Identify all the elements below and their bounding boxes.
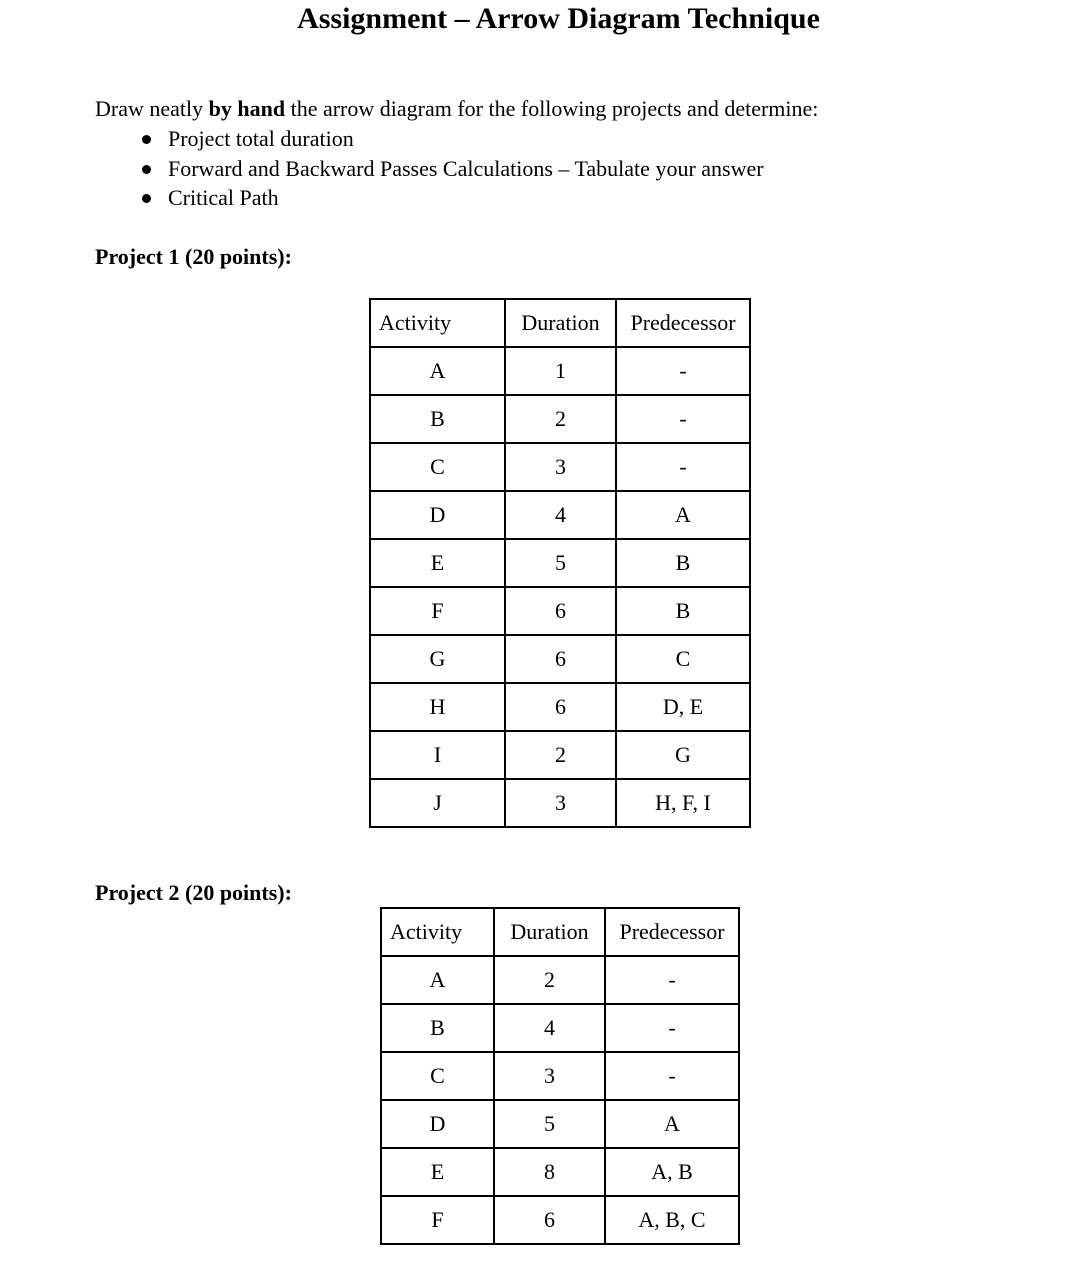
duration-cell: 3 [505, 779, 616, 827]
duration-cell: 2 [505, 395, 616, 443]
table-row [370, 443, 750, 491]
predecessor-cell: H, F, I [616, 779, 750, 827]
activity-cell: B [370, 395, 505, 443]
project-2-heading: Project 2 (20 points): [95, 880, 292, 905]
activity-cell: G [370, 635, 505, 683]
duration-cell: 6 [505, 587, 616, 635]
predecessor-cell: A, B [605, 1148, 739, 1196]
column-header: Activity [381, 908, 494, 956]
duration-cell: 3 [494, 1052, 605, 1100]
column-header: Duration [494, 908, 605, 956]
table-header-row [381, 908, 739, 956]
instructions-text-end: the arrow diagram for the following projects and determine: [285, 96, 819, 121]
duration-cell: 8 [494, 1148, 605, 1196]
page-title: Assignment – Arrow Diagram Technique [297, 2, 820, 35]
activity-cell: H [370, 683, 505, 731]
activity-cell: F [370, 587, 505, 635]
table-row [370, 779, 750, 827]
duration-cell: 6 [494, 1196, 605, 1244]
duration-cell: 4 [494, 1004, 605, 1052]
column-header: Activity [370, 299, 505, 347]
table-row [370, 635, 750, 683]
activity-cell: A [381, 956, 494, 1004]
project-1-table [369, 298, 751, 828]
table-row [381, 1148, 739, 1196]
duration-cell: 3 [505, 443, 616, 491]
table-row [370, 491, 750, 539]
instructions-text: Draw neatly [95, 96, 209, 121]
duration-cell: 4 [505, 491, 616, 539]
predecessor-cell: B [616, 539, 750, 587]
predecessor-cell: - [605, 1052, 739, 1100]
duration-cell: 1 [505, 347, 616, 395]
predecessor-cell: A [616, 491, 750, 539]
activity-cell: B [381, 1004, 494, 1052]
column-header: Predecessor [616, 299, 750, 347]
column-header: Predecessor [605, 908, 739, 956]
duration-cell: 6 [505, 635, 616, 683]
table-row [381, 956, 739, 1004]
table-row [370, 395, 750, 443]
predecessor-cell: - [605, 1004, 739, 1052]
predecessor-cell: A, B, C [605, 1196, 739, 1244]
predecessor-cell: - [616, 395, 750, 443]
instructions-bold: by hand [208, 96, 286, 121]
list-item: Critical Path [140, 183, 764, 213]
predecessor-cell: - [616, 347, 750, 395]
instructions [95, 96, 818, 122]
activity-cell: C [370, 443, 505, 491]
activity-cell: I [370, 731, 505, 779]
activity-cell: E [370, 539, 505, 587]
column-header: Duration [505, 299, 616, 347]
requirements-list [140, 124, 764, 213]
predecessor-cell: G [616, 731, 750, 779]
table-row [381, 1004, 739, 1052]
predecessor-cell: A [605, 1100, 739, 1148]
table-row [370, 731, 750, 779]
list-item: Project total duration [140, 124, 764, 154]
activity-cell: C [381, 1052, 494, 1100]
activity-cell: E [381, 1148, 494, 1196]
activity-cell: D [370, 491, 505, 539]
activity-cell: A [370, 347, 505, 395]
predecessor-cell: B [616, 587, 750, 635]
table-row [381, 1100, 739, 1148]
predecessor-cell: - [616, 443, 750, 491]
activity-cell: J [370, 779, 505, 827]
predecessor-cell: - [605, 956, 739, 1004]
activity-cell: F [381, 1196, 494, 1244]
table-row [370, 347, 750, 395]
table-row [370, 539, 750, 587]
table-row [370, 587, 750, 635]
duration-cell: 2 [494, 956, 605, 1004]
predecessor-cell: D, E [616, 683, 750, 731]
activity-cell: D [381, 1100, 494, 1148]
table-row [381, 1052, 739, 1100]
table-header-row [370, 299, 750, 347]
list-item: Forward and Backward Passes Calculations – Tabulate your answer [140, 154, 764, 184]
project-1-heading: Project 1 (20 points): [95, 244, 292, 269]
project-2-table [380, 907, 740, 1245]
duration-cell: 6 [505, 683, 616, 731]
duration-cell: 5 [505, 539, 616, 587]
duration-cell: 5 [494, 1100, 605, 1148]
table-row [381, 1196, 739, 1244]
duration-cell: 2 [505, 731, 616, 779]
table-row [370, 683, 750, 731]
predecessor-cell: C [616, 635, 750, 683]
